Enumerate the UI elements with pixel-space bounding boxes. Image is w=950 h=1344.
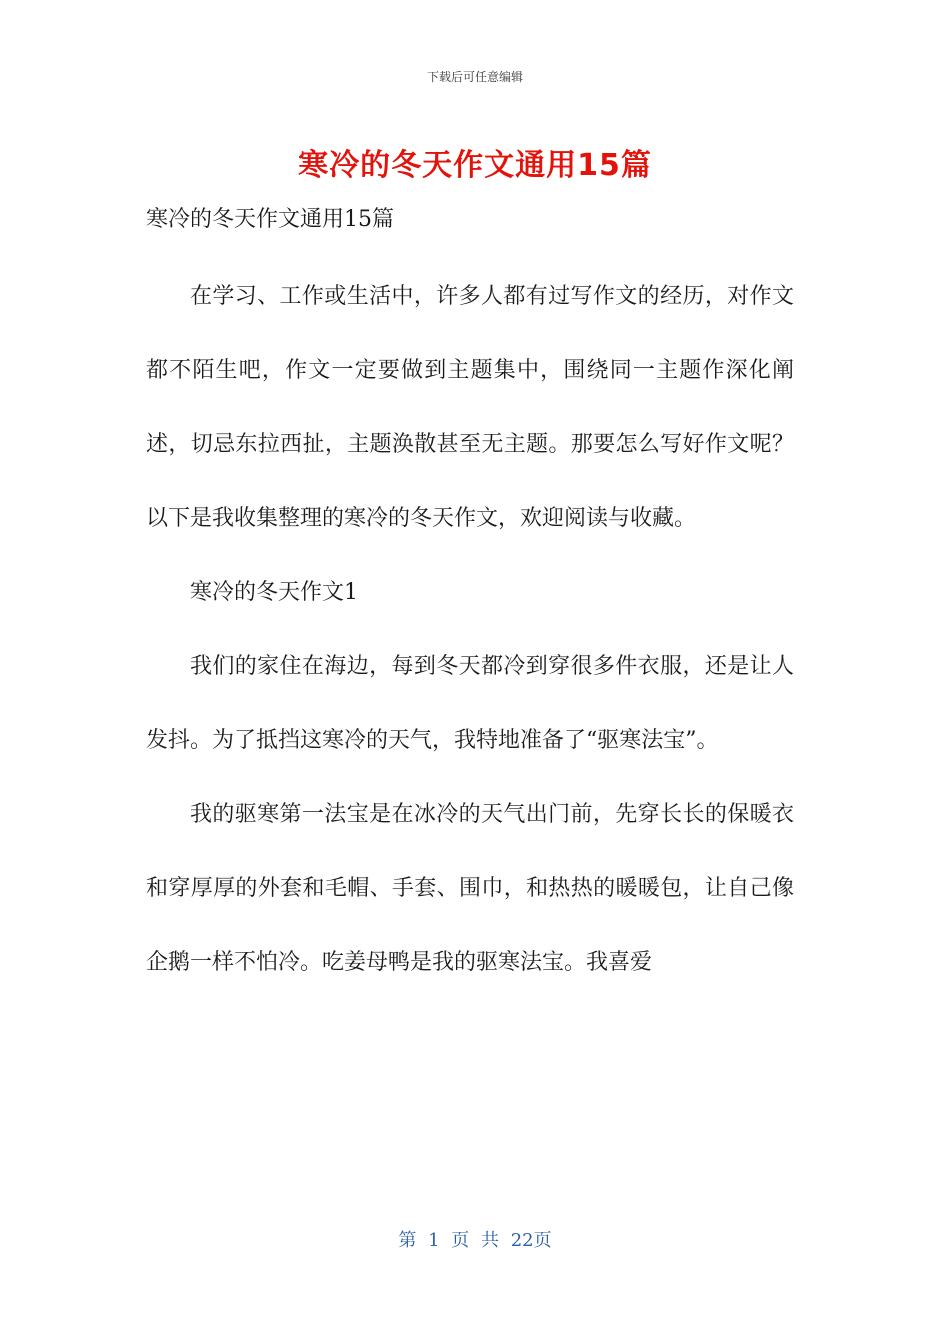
- paragraph-subtitle: 寒冷的冬天作文通用15篇: [146, 207, 394, 232]
- paragraph-body-1: 我们的家住在海边，每到冬天都冷到穿很多件衣服，还是让人发抖。为了抵挡这寒冷的天气，我特地准备了“驱寒法宝”。: [146, 654, 794, 753]
- paragraph-intro: 在学习、工作或生活中，许多人都有过写作文的经历，对作文都不陌生吧，作文一定要做到主题集中，围绕同一主题作深化阐述，切忌东拉西扯，主题涣散甚至无主题。那要怎么写好作文呢？以下是我收集整理的寒冷的冬天作文，欢迎阅读与收藏。: [146, 284, 794, 531]
- header-note: 下载后可任意编辑: [426, 70, 523, 84]
- document-body: [146, 190, 794, 1000]
- page-number: 第 1 页 共 22页: [398, 1230, 552, 1251]
- document-title: 寒冷的冬天作文通用15篇: [298, 148, 652, 183]
- paragraph-section-heading: 寒冷的冬天作文1: [190, 580, 358, 605]
- paragraph-body-2: 我的驱寒第一法宝是在冰冷的天气出门前，先穿长长的保暖衣和穿厚厚的外套和毛帽、手套、围巾，和热热的暖暖包，让自己像企鹅一样不怕冷。吃姜母鸭是我的驱寒法宝。我喜爱: [146, 802, 794, 975]
